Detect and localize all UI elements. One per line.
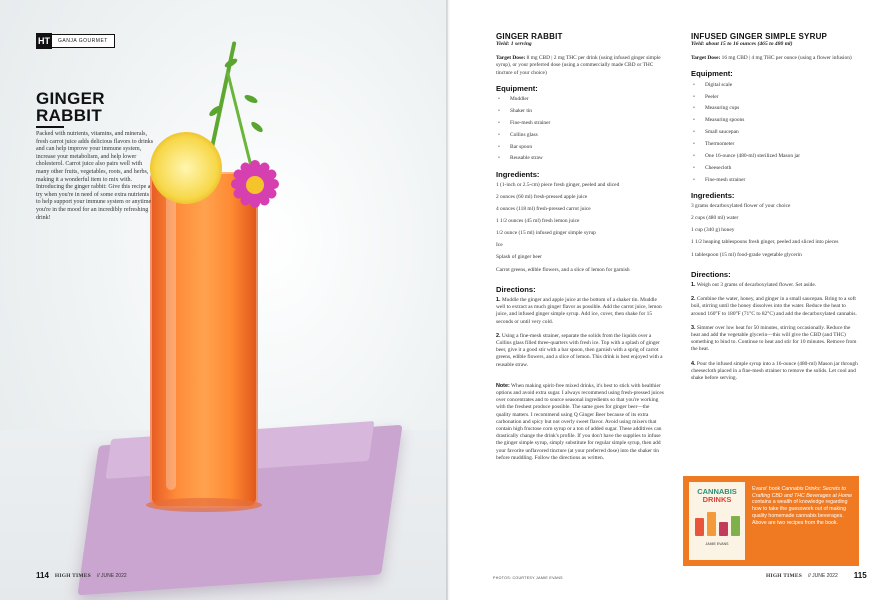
left-folio: [36, 571, 127, 580]
title-rule: [36, 126, 64, 128]
recipe-title: GINGER RABBIT: [496, 32, 563, 41]
page-number: 114: [36, 571, 49, 580]
list-item: • Measuring spoons: [691, 117, 859, 124]
recipe-yield: Yield: 1 serving: [496, 41, 532, 47]
list-item: Ice: [496, 242, 503, 249]
list-item: • Shaker tin: [496, 108, 664, 115]
list-item: 1 1/2 heaping tablespoons fresh ginger, peeled and sliced into pieces: [691, 239, 839, 246]
direction-step: 1. Weigh out 3 grams of decarboxylated flower. Set aside.: [691, 281, 817, 288]
ingredients-heading: Ingredients:: [496, 169, 540, 179]
glass-base: [146, 498, 262, 512]
directions-heading: Directions:: [496, 284, 536, 294]
book-promo-box: [683, 476, 859, 566]
list-item: • Reusable straw: [496, 155, 664, 162]
section-label: GANJA GOURMET: [52, 34, 115, 48]
target-dose: Target Dose: 8 mg CBD | 2 mg THC per drink (using infused ginger simple syrup), or your preferred dose (using a commercially made CBD or THC tincture of your choice): [496, 55, 661, 76]
list-item: 1/2 ounce (15 ml) infused ginger simple syrup: [496, 230, 596, 237]
list-item: • Small saucepan: [691, 129, 859, 136]
direction-step: 4. Pour the infused simple syrup into a 16-ounce (480-ml) Mason jar through cheesecloth placed in a fine-mesh strainer to remove the solids. Let cool and shake before serving.: [691, 360, 858, 381]
list-item: • Muddler: [496, 96, 664, 103]
magazine-brand: HIGH TIMES: [766, 572, 802, 579]
recipe-ginger-rabbit: [496, 32, 664, 469]
list-item: 1 (1-inch or 2.5-cm) piece fresh ginger, peeled and sliced: [496, 181, 620, 188]
book-title: CANNABIS DRINKS: [697, 487, 737, 504]
page-number: 115: [853, 571, 867, 580]
section-badge: [36, 33, 115, 49]
list-item: • Fine-mesh strainer: [496, 120, 664, 127]
gutter-shadow: [446, 0, 450, 600]
equipment-list: [496, 96, 664, 163]
ht-logo: HT: [36, 33, 52, 49]
glass-highlight: [166, 190, 176, 490]
book-cover-drinks: [695, 512, 740, 536]
list-item: • Cheesecloth: [691, 165, 859, 172]
list-item: 3 grams decarboxylated flower of your choice: [691, 203, 791, 210]
list-item: Splash of ginger beer: [496, 254, 542, 261]
list-item: • One 16-ounce (480-ml) sterilized Mason jar: [691, 153, 859, 160]
edible-flower: [226, 158, 284, 210]
equipment-heading: Equipment:: [691, 69, 733, 79]
book-author: JAMIE EVANS: [705, 542, 729, 546]
list-item: • Thermometer: [691, 141, 859, 148]
target-dose: Target Dose: 16 mg CBD | 4 mg THC per ounce (using a flower infusion): [691, 55, 852, 62]
list-item: • Digital scale: [691, 82, 859, 89]
list-item: • Collins glass: [496, 132, 664, 139]
list-item: • Fine-mesh strainer: [691, 177, 859, 184]
list-item: • Peeler: [691, 94, 859, 101]
list-item: 1 tablespoon (15 ml) food-grade vegetable glycerin: [691, 251, 802, 258]
direction-step: 2. Using a fine-mesh strainer, separate the solids from the liquids over a Collins glass filled three-quarters with fresh ice. Top with a splash of ginger beer, give it a good stir with a bar spoon, then garnish with a sprig of carrot greens, edible flowers, and a slice of lemon. This drink is best enjoyed with a reusable straw.: [496, 332, 663, 368]
equipment-list: [691, 82, 859, 184]
right-folio: [766, 571, 867, 580]
ingredients-list: [496, 182, 664, 274]
equipment-heading: Equipment:: [496, 83, 538, 93]
recipe-title: INFUSED GINGER SIMPLE SYRUP: [691, 32, 828, 41]
direction-step: 3. Simmer over low heat for 50 minutes, stirring occasionally. Reduce the heat and add the vegetable glycerin—this will give the CBD (and THC) something to bind to. Continue to heat and stir for 10 minutes. Remove from the heat.: [691, 324, 857, 353]
list-item: • Bar spoon: [496, 144, 664, 151]
direction-step: 1. Muddle the ginger and apple juice at the bottom of a shaker tin. Muddle well to extract as much ginger flavor as possible. Add the carrot juice, lemon juice, and infused ginger simple syrup. Add ice, cover, then shake for 15 seconds or until very cold.: [496, 296, 662, 325]
list-item: 1 cup (340 g) honey: [691, 227, 735, 234]
ingredients-heading: Ingredients:: [691, 190, 735, 200]
issue-date: // JUNE 2022: [807, 572, 838, 579]
recipe-yield: Yield: about 15 to 16 ounces (465 to 480 ml): [691, 41, 793, 47]
book-cover: [689, 482, 745, 560]
list-item: 1 1/2 ounces (45 ml) fresh lemon juice: [496, 218, 580, 225]
list-item: 2 cups (480 ml) water: [691, 215, 739, 222]
magazine-brand: HIGH TIMES: [54, 572, 91, 579]
photo-credit: PHOTOS: COURTESY JAMIE EVANS: [493, 576, 563, 580]
issue-date: // JUNE 2022: [96, 572, 127, 579]
page-title: GINGER RABBIT: [36, 89, 105, 125]
ingredients-list: [691, 203, 859, 259]
list-item: 2 ounces (60 ml) fresh-pressed apple juice: [496, 193, 588, 200]
recipe-note: Note: When making spirit-free mixed drinks, it's best to stick with healthier options and avoid extra sugar. I always recommend using fresh-pressed juices over concentrates and to source seasonal ingredients so that you're working with the freshest produce possible. The same goes for ginger beer—the quality matters. I recommend using Q Ginger Beer because of its extra carbonation and spicy but not overly sweet flavor. Avoid using mixers that contain high fructose corn syrup or a ton of added sugar. These additives can drastically change the drink's profile. If you don't have the supplies to infuse the ginger simple syrup, simply substitute for regular simple syrup, then add your favorite unflavored tincture (at your preferred dose) into the shaker tin before muddling. Follow the directions as written.: [496, 382, 664, 461]
intro-text: Packed with nutrients, vitamins, and minerals, fresh carrot juice adds delicious flavors to drinks and can help improve your immune system, increase your metabolism, and help lower cholesterol. Carrot juice also pairs well with many other fruits, vegetables, roots, and herbs, making it a wonderful item to mix with. Introducing the ginger rabbit: Give this recipe a try when you're in need of some extra nutrients to help support your immune system or anytime you're in the mood for an incredibly refreshing drink!: [36, 131, 154, 221]
recipe-infused-syrup: [691, 32, 859, 389]
direction-step: 2. Combine the water, honey, and ginger in a small saucepan. Bring to a soft boil, stirring until the honey dissolves into the water. Reduce the heat to around 160°F to 180°F (71°C to 82°C) and add the decarboxylated cannabis.: [691, 296, 857, 317]
directions-heading: Directions:: [691, 269, 731, 279]
list-item: Carrot greens, edible flowers, and a slice of lemon for garnish: [496, 266, 630, 273]
list-item: 4 ounces (118 ml) fresh-pressed carrot juice: [496, 206, 591, 213]
promo-text: Evans' book Cannabis Drinks: Secrets to Crafting CBD and THC Beverages at Home contains a wealth of knowledge regarding how to take the guesswork out of making quality homemade cannabis beverages. Above are two recipes from the book.: [752, 486, 853, 526]
list-item: • Measuring cups: [691, 105, 859, 112]
